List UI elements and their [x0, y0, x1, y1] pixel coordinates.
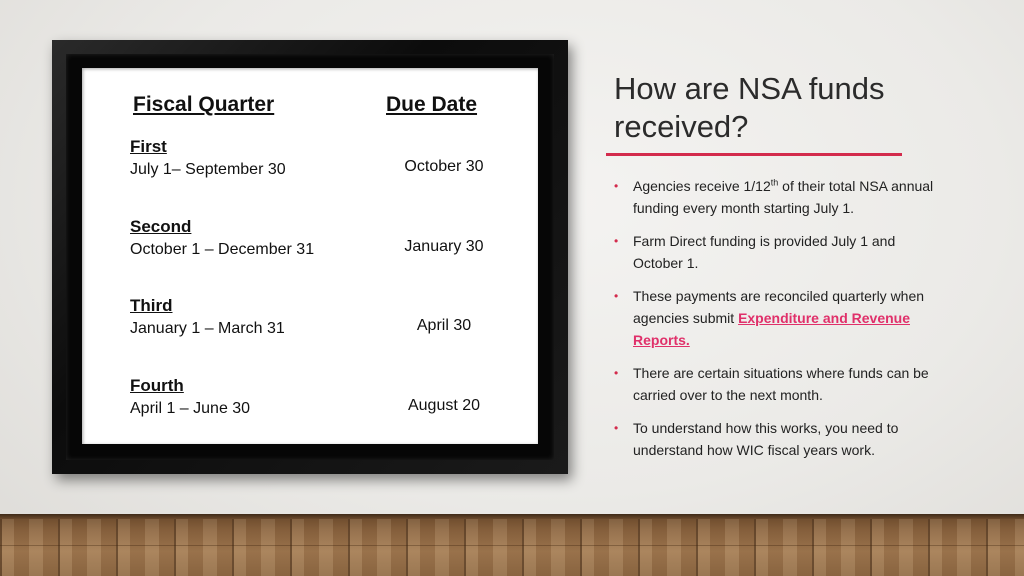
quarter-due: April 30: [416, 317, 472, 334]
bullet-icon: •: [614, 421, 619, 435]
bullet-text: of their total NSA annual funding every month starting July 1.: [633, 178, 934, 216]
bullet-item: [614, 417, 944, 461]
quarter-range: October 1 – December 31: [130, 241, 315, 258]
bullet-text: To understand how this works, you need to understand how WIC fiscal years work.: [633, 420, 899, 458]
slide-title: How are NSA funds received?: [614, 71, 885, 144]
bullet-icon: •: [614, 366, 619, 380]
bullet-item: [614, 175, 944, 219]
quarter-third: [130, 295, 285, 341]
quarter-due: January 30: [404, 238, 484, 255]
quarter-range: July 1– September 30: [130, 161, 286, 178]
quarter-second: [130, 216, 314, 262]
wood-floor: [0, 514, 1024, 576]
bullet-superscript: th: [770, 177, 779, 188]
bullet-text: Farm Direct funding is provided July 1 and October 1.: [633, 233, 896, 271]
quarter-name: Fourth: [130, 376, 184, 395]
quarter-due: August 20: [407, 397, 481, 414]
header-due-date: Due Date: [386, 93, 478, 116]
bullet-icon: •: [614, 289, 619, 303]
bullet-text: These payments are reconciled quarterly when agencies submit: [633, 288, 925, 326]
bullet-icon: •: [614, 179, 619, 193]
quarter-due: October 30: [404, 158, 484, 175]
quarter-name: Third: [130, 296, 173, 315]
bullet-text: There are certain situations where funds can be carried over to the next month.: [633, 365, 929, 403]
quarter-range: April 1 – June 30: [130, 400, 251, 417]
bullet-list: [614, 175, 944, 472]
quarter-fourth: [130, 375, 250, 421]
bullet-item: [614, 230, 944, 274]
bullet-item: [614, 285, 944, 351]
title-underline: [606, 153, 902, 156]
quarter-name: Second: [130, 217, 192, 236]
picture-frame: [52, 40, 568, 474]
quarter-range: January 1 – March 31: [130, 320, 285, 337]
quarter-name: First: [130, 137, 167, 156]
bullet-icon: •: [614, 234, 619, 248]
expenditure-revenue-reports-link[interactable]: Expenditure and Revenue Reports.: [633, 310, 910, 348]
bullet-text: Agencies receive 1/12: [633, 178, 771, 194]
header-fiscal-quarter: Fiscal Quarter: [133, 93, 275, 116]
quarter-first: [130, 136, 286, 182]
bullet-item: [614, 362, 944, 406]
